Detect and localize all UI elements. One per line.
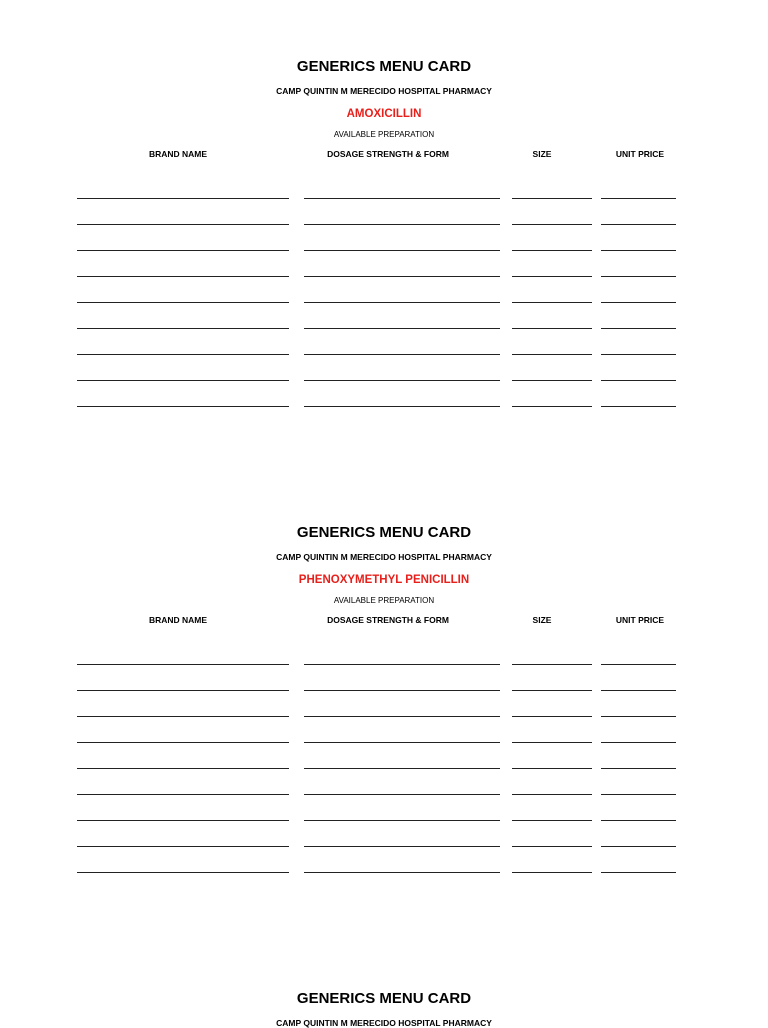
hospital-name: CAMP QUINTIN M MERECIDO HOSPITAL PHARMACY (276, 86, 492, 96)
blank-entry-line-size (512, 198, 592, 199)
blank-entry-line-size (512, 690, 592, 691)
blank-entry-line-brand-name (77, 690, 289, 691)
card-title: GENERICS MENU CARD (296, 524, 472, 541)
blank-entry-line-dosage-strength-form (304, 690, 500, 691)
column-header-brand-name: BRAND NAME (148, 615, 208, 625)
blank-entry-line-dosage-strength-form (304, 406, 500, 407)
blank-entry-line-size (512, 768, 592, 769)
blank-entry-line-dosage-strength-form (304, 664, 500, 665)
blank-entry-line-size (512, 872, 592, 873)
blank-entry-line-unit-price (601, 820, 676, 821)
blank-entry-line-size (512, 664, 592, 665)
blank-entry-line-brand-name (77, 302, 289, 303)
blank-entry-line-dosage-strength-form (304, 380, 500, 381)
blank-entry-line-unit-price (601, 794, 676, 795)
blank-entry-line-brand-name (77, 768, 289, 769)
blank-entry-line-brand-name (77, 198, 289, 199)
blank-entry-line-brand-name (77, 224, 289, 225)
blank-entry-line-size (512, 406, 592, 407)
blank-entry-line-brand-name (77, 276, 289, 277)
blank-entry-line-unit-price (601, 406, 676, 407)
blank-entry-line-dosage-strength-form (304, 716, 500, 717)
hospital-name: CAMP QUINTIN M MERECIDO HOSPITAL PHARMACY (276, 552, 492, 562)
blank-entry-line-unit-price (601, 690, 676, 691)
blank-entry-line-size (512, 380, 592, 381)
blank-entry-line-brand-name (77, 250, 289, 251)
blank-entry-line-brand-name (77, 846, 289, 847)
blank-entry-line-unit-price (601, 742, 676, 743)
blank-entry-line-unit-price (601, 328, 676, 329)
blank-entry-line-brand-name (77, 664, 289, 665)
blank-entry-line-brand-name (77, 354, 289, 355)
blank-entry-line-dosage-strength-form (304, 250, 500, 251)
blank-entry-line-brand-name (77, 794, 289, 795)
blank-entry-line-size (512, 794, 592, 795)
blank-entry-line-dosage-strength-form (304, 794, 500, 795)
drug-name: PHENOXYMETHYL PENICILLIN (298, 574, 470, 586)
blank-entry-line-dosage-strength-form (304, 742, 500, 743)
blank-entry-line-unit-price (601, 768, 676, 769)
blank-entry-line-unit-price (601, 716, 676, 717)
blank-entry-line-size (512, 742, 592, 743)
card-title: GENERICS MENU CARD (296, 990, 472, 1007)
blank-entry-line-size (512, 224, 592, 225)
blank-entry-line-dosage-strength-form (304, 872, 500, 873)
blank-entry-line-unit-price (601, 846, 676, 847)
blank-entry-line-unit-price (601, 302, 676, 303)
column-header-brand-name: BRAND NAME (148, 149, 208, 159)
available-preparation-heading: AVAILABLE PREPARATION (333, 596, 435, 605)
blank-entry-line-brand-name (77, 380, 289, 381)
blank-entry-line-brand-name (77, 716, 289, 717)
available-preparation-heading: AVAILABLE PREPARATION (333, 130, 435, 139)
column-header-unit-price: UNIT PRICE (615, 149, 665, 159)
blank-entry-line-unit-price (601, 354, 676, 355)
blank-entry-line-unit-price (601, 250, 676, 251)
column-header-unit-price: UNIT PRICE (615, 615, 665, 625)
blank-entry-line-size (512, 302, 592, 303)
blank-entry-line-size (512, 846, 592, 847)
blank-entry-line-dosage-strength-form (304, 846, 500, 847)
drug-name: AMOXICILLIN (346, 108, 422, 120)
blank-entry-line-size (512, 328, 592, 329)
blank-entry-line-brand-name (77, 872, 289, 873)
blank-entry-line-dosage-strength-form (304, 224, 500, 225)
blank-entry-line-unit-price (601, 276, 676, 277)
blank-entry-line-brand-name (77, 820, 289, 821)
blank-entry-line-unit-price (601, 664, 676, 665)
blank-entry-line-dosage-strength-form (304, 198, 500, 199)
column-header-size: SIZE (532, 149, 552, 159)
blank-entry-line-dosage-strength-form (304, 276, 500, 277)
blank-entry-line-brand-name (77, 742, 289, 743)
card-title: GENERICS MENU CARD (296, 58, 472, 75)
column-header-size: SIZE (532, 615, 552, 625)
column-header-dosage-strength-form: DOSAGE STRENGTH & FORM (327, 149, 449, 159)
blank-entry-line-dosage-strength-form (304, 354, 500, 355)
blank-entry-line-dosage-strength-form (304, 820, 500, 821)
blank-entry-line-brand-name (77, 328, 289, 329)
blank-entry-line-dosage-strength-form (304, 768, 500, 769)
blank-entry-line-unit-price (601, 198, 676, 199)
blank-entry-line-size (512, 250, 592, 251)
blank-entry-line-brand-name (77, 406, 289, 407)
column-header-dosage-strength-form: DOSAGE STRENGTH & FORM (327, 615, 449, 625)
blank-entry-line-size (512, 820, 592, 821)
blank-entry-line-size (512, 354, 592, 355)
blank-entry-line-unit-price (601, 224, 676, 225)
blank-entry-line-dosage-strength-form (304, 302, 500, 303)
blank-entry-line-dosage-strength-form (304, 328, 500, 329)
blank-entry-line-size (512, 276, 592, 277)
blank-entry-line-unit-price (601, 872, 676, 873)
hospital-name: CAMP QUINTIN M MERECIDO HOSPITAL PHARMACY (276, 1018, 492, 1028)
blank-entry-line-size (512, 716, 592, 717)
blank-entry-line-unit-price (601, 380, 676, 381)
